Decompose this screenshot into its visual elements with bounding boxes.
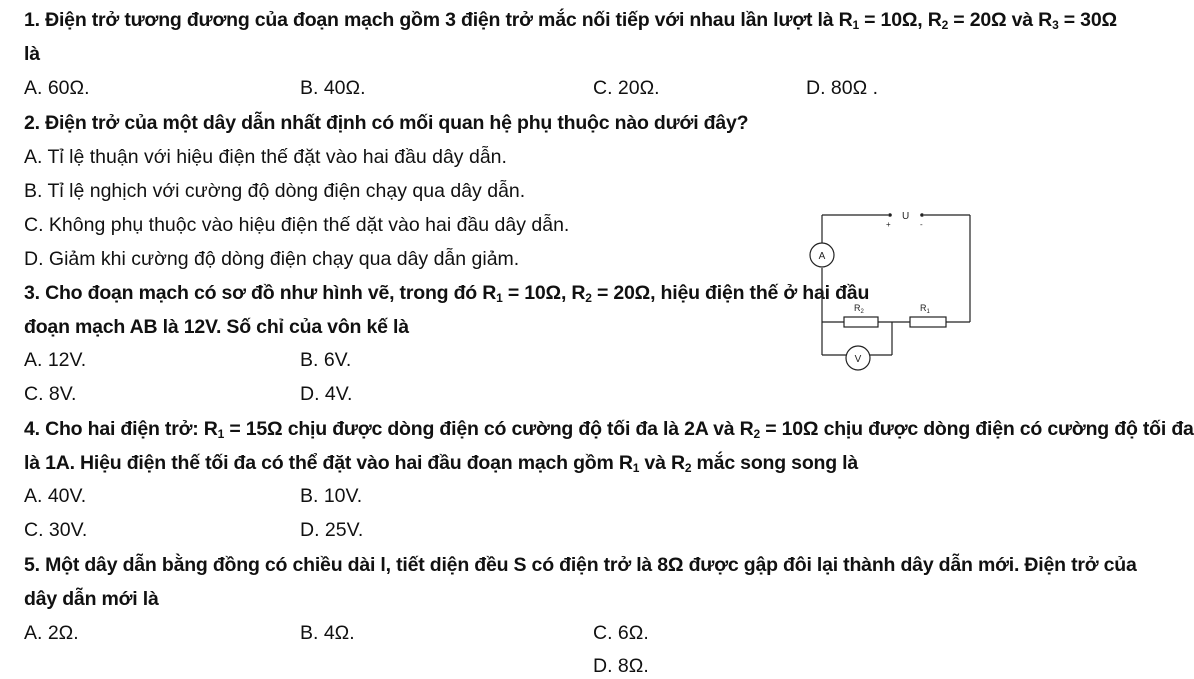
q2-option-a: A. Tỉ lệ thuận với hiệu điện thế đặt vào hai đầu dây dẫn. [24, 146, 507, 168]
q5-option-c: C. 6Ω. [593, 622, 649, 644]
q1-option-d: D. 80Ω . [806, 77, 879, 99]
source-minus-sign: - [920, 220, 923, 229]
q3-option-a: A. 12V. [24, 349, 87, 371]
q4-text-line2: là 1A. Hiệu điện thế tối đa có thể đặt vào hai đầu đoạn mạch gồm $R_1$ và $R_2$ mắc song song là [24, 452, 859, 475]
q1-option-b: B. 40Ω. [300, 77, 366, 99]
q3-option-d: D. 4V. [300, 383, 353, 405]
q3-option-c: C. 8V. [24, 383, 77, 405]
q4-option-a: A. 40V. [24, 485, 87, 507]
q3-option-b: B. 6V. [300, 349, 352, 371]
source-terminal-minus [920, 213, 924, 217]
resistor-r2 [844, 317, 878, 327]
q5-text: 5. Một dây dẫn bằng đồng có chiều dài l, tiết diện đều S có điện trở là 8Ω được gập đôi lại thành dây dẫn mới. Điện trở của [24, 554, 1137, 576]
q1-option-c: C. 20Ω. [593, 77, 660, 99]
circuit-diagram [806, 205, 978, 375]
source-terminal-plus [888, 213, 892, 217]
q4-option-c: C. 30V. [24, 519, 88, 541]
q2-option-c: C. Không phụ thuộc vào hiệu điện thế dặt vào hai đầu dây dẫn. [24, 214, 570, 236]
resistor-r1 [910, 317, 946, 327]
q5-option-b: B. 4Ω. [300, 622, 355, 644]
q2-option-b: B. Tỉ lệ nghịch với cường độ dòng điện chạy qua dây dẫn. [24, 180, 526, 202]
source-plus-sign: + [886, 220, 891, 229]
q4-option-b: B. 10V. [300, 485, 363, 507]
source-label: U [902, 211, 910, 222]
q3-text: 3. Cho đoạn mạch có sơ đồ như hình vẽ, trong đó $R_1 = 10\Omega$, $R_2 = 20\Omega$, hiệu điện thế ở hai đầu [24, 282, 870, 305]
ammeter-label: A [818, 251, 826, 262]
q1-option-a: A. 60Ω. [24, 77, 90, 99]
q2-text: 2. Điện trở của một dây dẫn nhất định có mối quan hệ phụ thuộc nào dưới đây? [24, 112, 749, 134]
q5-text-line2: dây dẫn mới là [24, 588, 159, 610]
r2-label: $R_2$ [854, 303, 864, 315]
r1-label: $R_1$ [920, 303, 930, 315]
q2-option-d: D. Giảm khi cường độ dòng điện chạy qua dây dẫn giảm. [24, 248, 520, 270]
voltmeter-label: V [854, 354, 862, 365]
q1-text-line2: là [24, 43, 40, 65]
q4-option-d: D. 25V. [300, 519, 364, 541]
q3-text-line2: đoạn mạch AB là 12V. Số chỉ của vôn kế là [24, 316, 409, 338]
q5-option-a: A. 2Ω. [24, 622, 79, 644]
q4-text: 4. Cho hai điện trở: $R_1 = 15\Omega$ chịu được dòng điện có cường độ tối đa là 2A và $R_2 = 10\Omega$ chịu được dòng điện có cường độ tối đa [24, 418, 1194, 441]
q1-text: 1. Điện trở tương đương của đoạn mạch gồm 3 điện trở mắc nối tiếp với nhau lần lượt là $R_1 = 10\Omega$, $R_2 = 20\Omega$ và $R_3 = 30\Omega$ [24, 9, 1117, 32]
q5-option-d: D. 8Ω. [593, 655, 649, 677]
